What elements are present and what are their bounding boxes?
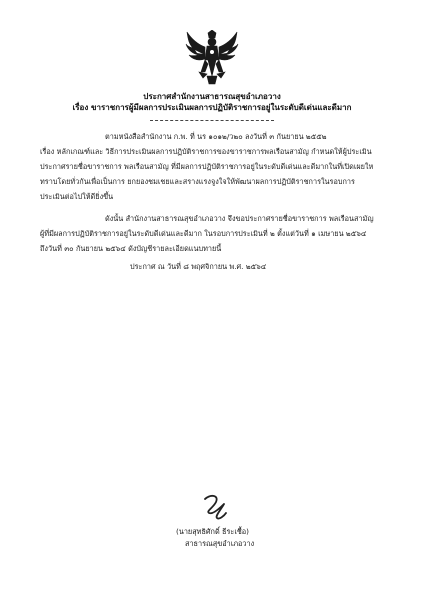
body-line: เรื่อง หลักเกณฑ์และ วิธีการประเมินผลการปฏิบัติราชการของขาราชการพลเรือนสามัญ กำหนดให้ผู้ประเมิน bbox=[40, 147, 372, 156]
body-line: ดังนั้น สำนักงานสาธารณสุขอำเภอวาง จึงขอประกาศรายชื่อขาราชการ พลเรือนสามัญ bbox=[105, 214, 374, 223]
signer-name: (นายสุทธิศักดิ์ ธีระเชื้อ) bbox=[176, 527, 250, 536]
announcement-title: ประกาศสำนักงานสาธารณสุขอำเภอวาง bbox=[143, 92, 281, 101]
body-line: ประเมินต่อไปให้ดียิ่งขึ้น bbox=[40, 192, 114, 201]
garuda-emblem-icon bbox=[185, 30, 239, 86]
signer-position: สาธารณสุขอำเภอวาง bbox=[185, 539, 255, 548]
announcement-subject: เรื่อง ขาราชการผู้มีผลการประเมินผลการปฏิบัติราชการอยู่ในระดับดีเด่นและดีมาก bbox=[72, 103, 352, 112]
body-line: ทราบโดยทั่วกันเพื่อเป็นการ ยกยองชมเชยและสรางแรงจูงใจให้พัฒนาผลการปฏิบัติราชการในรอบการ bbox=[40, 177, 355, 186]
body-line: ผู้ที่มีผลการปฏิบัติราชการอยู่ในระดับดีเด่นและดีมาก ในรอบการประเมินที่ ๒ ตั้งแต่วันที่ ๑ เมษายน ๒๕๖๔ bbox=[40, 229, 367, 238]
body-line: ถึงวันที่ ๓๐ กันยายน ๒๕๖๔ ดังบัญชีรายละเอียดแนบทายนี้ bbox=[40, 244, 222, 253]
signature-icon bbox=[202, 492, 228, 522]
body-line: ตามหนังสือสำนักงาน ก.พ. ที่ นร ๑๐๑๒/ว๒๐ ลงวันที่ ๓ กันยายน ๒๕๕๒ bbox=[105, 132, 327, 141]
announce-date: ประกาศ ณ วันที่ ๘ พฤศจิกายน พ.ศ. ๒๕๖๔ bbox=[130, 262, 267, 271]
body-line: ประกาศรายชื่อขาราชการ พลเรือนสามัญ ที่มีผลการปฏิบัติราชการอยู่ในระดับดีเด่นและดีมากในที่เปิดเผยให bbox=[40, 162, 374, 171]
divider bbox=[150, 120, 274, 121]
